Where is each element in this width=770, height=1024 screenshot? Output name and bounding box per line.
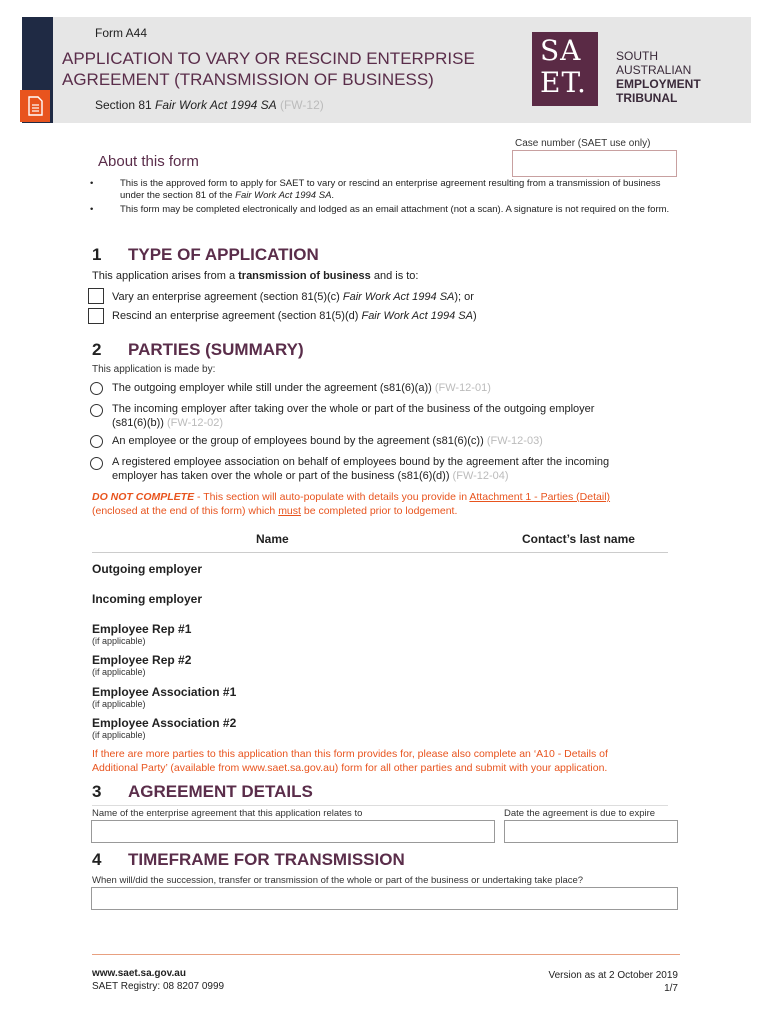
more-parties-line-2: Additional Party’ (available from www.saet.sa.gov.au) form for all other parties and submit with your application. bbox=[92, 762, 608, 774]
row-employee-association-2: Employee Association #2 bbox=[92, 716, 237, 730]
employee-radio[interactable] bbox=[90, 435, 103, 448]
rescind-option-text: Rescind an enterprise agreement (section 81(5)(d) bbox=[112, 310, 362, 322]
about-heading: About this form bbox=[98, 153, 199, 170]
row-incoming-employer: Incoming employer bbox=[92, 592, 203, 606]
footer-website-link[interactable]: www.saet.sa.gov.au bbox=[92, 968, 186, 979]
transmission-question: When will/did the succession, transfer or transmission of the whole or part of the business or undertaking take place? bbox=[92, 875, 584, 886]
row-employee-association-2-note: (if applicable) bbox=[92, 730, 146, 740]
case-number-field[interactable] bbox=[512, 150, 677, 177]
rescind-option-end: ) bbox=[472, 310, 477, 322]
subtitle-code: (FW-12) bbox=[276, 98, 324, 112]
dnc-text-b: (enclosed at the end of this form) which bbox=[92, 505, 279, 517]
dnc-text-a: - This section will auto-populate with details you provide in bbox=[194, 491, 470, 503]
subtitle-act: Fair Work Act 1994 SA bbox=[155, 98, 277, 112]
section-3-number: 3 bbox=[92, 782, 102, 801]
employee-association-label bbox=[112, 455, 609, 483]
section-1-intro-b: and is to: bbox=[370, 270, 419, 282]
rescind-checkbox[interactable] bbox=[88, 308, 104, 324]
footer-contact bbox=[92, 967, 224, 993]
radio-2-code: (FW-12-02) bbox=[163, 417, 224, 429]
about-bullet-1 bbox=[90, 178, 680, 202]
footer-registry: SAET Registry: 08 8207 0999 bbox=[92, 981, 225, 992]
footer-version bbox=[510, 969, 678, 995]
radio-3-text: An employee or the group of employees bound by the agreement (s81(6)(c)) bbox=[112, 435, 484, 447]
about-bullet-2: • This form may be completed electronically and lodged as an email attachment (not a scan). A signature is not required on the form. bbox=[90, 204, 680, 216]
section-1-intro-bold: transmission of business bbox=[238, 270, 371, 282]
section-3-title: AGREEMENT DETAILS bbox=[128, 782, 313, 801]
attachment-1-link[interactable]: Attachment 1 - Parties (Detail) bbox=[469, 491, 611, 503]
dnc-line-2 bbox=[92, 504, 682, 518]
vary-checkbox[interactable] bbox=[88, 288, 104, 304]
rescind-option-act: Fair Work Act 1994 SA bbox=[361, 310, 473, 322]
radio-4-line-2 bbox=[112, 469, 609, 483]
logo-wordmark bbox=[616, 49, 701, 105]
row-employee-association-1: Employee Association #1 bbox=[92, 685, 237, 699]
outgoing-employer-label bbox=[112, 382, 491, 394]
vary-option-label bbox=[112, 291, 474, 303]
page-title bbox=[62, 48, 522, 90]
form-number: Form A44 bbox=[95, 26, 148, 40]
row-employee-rep-1: Employee Rep #1 bbox=[92, 622, 192, 636]
logo-line-1: SOUTH bbox=[616, 49, 658, 63]
radio-4-text-a: A registered employee association on behalf of employees bound by the agreement after the incoming bbox=[112, 456, 610, 468]
radio-2-text-a: The incoming employer after taking over the whole or part of the business of the outgoing employer bbox=[112, 403, 595, 415]
section-4-title: TIMEFRAME FOR TRANSMISSION bbox=[128, 850, 405, 869]
title-line-2: AGREEMENT (TRANSMISSION OF BUSINESS) bbox=[62, 70, 434, 89]
row-employee-rep-1-note: (if applicable) bbox=[92, 636, 146, 646]
footer-divider bbox=[92, 954, 680, 955]
row-employee-rep-2-note: (if applicable) bbox=[92, 667, 146, 677]
section-2-number: 2 bbox=[92, 340, 102, 359]
case-number-label: Case number (SAET use only) bbox=[515, 138, 651, 149]
dnc-line-1 bbox=[92, 490, 682, 504]
row-outgoing-employer: Outgoing employer bbox=[92, 562, 203, 576]
logo-line-4: TRIBUNAL bbox=[616, 91, 678, 105]
vary-option-text: Vary an enterprise agreement (section 81(5)(c) bbox=[112, 291, 343, 303]
logo-letters-2: ET. bbox=[540, 66, 587, 99]
expiry-date-input[interactable] bbox=[504, 820, 678, 843]
column-header-name: Name bbox=[256, 532, 289, 546]
section-1-number: 1 bbox=[92, 245, 102, 264]
radio-3-code: (FW-12-03) bbox=[483, 435, 543, 447]
agreement-name-label: Name of the enterprise agreement that this application relates to bbox=[92, 808, 363, 819]
do-not-complete-note bbox=[92, 490, 682, 518]
vary-option-act: Fair Work Act 1994 SA bbox=[342, 291, 455, 303]
saet-logo-letters bbox=[540, 35, 587, 99]
logo-line-3: EMPLOYMENT bbox=[616, 77, 701, 91]
radio-4-text-b: employer has taken over the whole or part of the business (s81(6)(d)) bbox=[112, 470, 450, 482]
more-parties-line-1: If there are more parties to this application than this form provides for, please also complete an ‘A10 - Details of bbox=[92, 748, 608, 760]
transmission-timeframe-input[interactable] bbox=[91, 887, 678, 910]
section-3-divider bbox=[92, 805, 668, 806]
row-employee-association-1-note: (if applicable) bbox=[92, 699, 146, 709]
incoming-employer-radio[interactable] bbox=[90, 404, 103, 417]
section-1-title: TYPE OF APPLICATION bbox=[128, 245, 319, 264]
radio-2-text-b: (s81(6)(b)) bbox=[112, 417, 164, 429]
radio-1-code: (FW-12-01) bbox=[431, 382, 491, 394]
dnc-bold: DO NOT COMPLETE bbox=[92, 491, 195, 503]
more-parties-note bbox=[92, 747, 682, 775]
vary-option-end: ); or bbox=[454, 291, 474, 303]
section-1-intro-a: This application arises from a bbox=[92, 270, 239, 282]
dnc-must: must bbox=[278, 505, 301, 517]
section-1-intro bbox=[92, 270, 418, 282]
expiry-date-label: Date the agreement is due to expire bbox=[504, 808, 656, 819]
employee-association-radio[interactable] bbox=[90, 457, 103, 470]
incoming-employer-label bbox=[112, 402, 594, 430]
section-2-intro: This application is made by: bbox=[92, 364, 216, 375]
outgoing-employer-radio[interactable] bbox=[90, 382, 103, 395]
rescind-option-label bbox=[112, 310, 477, 322]
about-bullet-1-text: This is the approved form to apply for SAET to vary or rescind an enterprise agreement resulting from a transmission of business under the section 81 of the bbox=[120, 178, 661, 201]
column-header-contact: Contact’s last name bbox=[522, 532, 635, 546]
section-2-title: PARTIES (SUMMARY) bbox=[128, 340, 304, 359]
document-icon[interactable] bbox=[20, 90, 50, 122]
logo-line-2: AUSTRALIAN bbox=[616, 63, 692, 77]
subtitle bbox=[95, 98, 324, 112]
title-line-1: APPLICATION TO VARY OR RESCIND ENTERPRISE bbox=[62, 49, 475, 68]
radio-1-text: The outgoing employer while still under the agreement (s81(6)(a)) bbox=[112, 382, 432, 394]
table-divider bbox=[92, 552, 668, 553]
dnc-text-c: be completed prior to lodgement. bbox=[300, 505, 458, 517]
logo-letters-1: SA bbox=[540, 34, 582, 67]
row-employee-rep-2: Employee Rep #2 bbox=[92, 653, 192, 667]
footer-version-text: Version as at 2 October 2019 bbox=[548, 970, 678, 981]
section-4-number: 4 bbox=[92, 850, 102, 869]
subtitle-prefix: Section 81 bbox=[95, 98, 156, 112]
radio-4-code: (FW-12-04) bbox=[449, 470, 509, 482]
agreement-name-input[interactable] bbox=[91, 820, 495, 843]
employee-label bbox=[112, 435, 543, 447]
about-bullet-1-act: Fair Work Act 1994 SA bbox=[235, 190, 332, 201]
footer-page-number: 1/7 bbox=[664, 983, 678, 994]
about-bullet-1-end: . bbox=[331, 190, 335, 201]
about-bullets bbox=[90, 178, 680, 218]
radio-2-line-2 bbox=[112, 416, 594, 430]
